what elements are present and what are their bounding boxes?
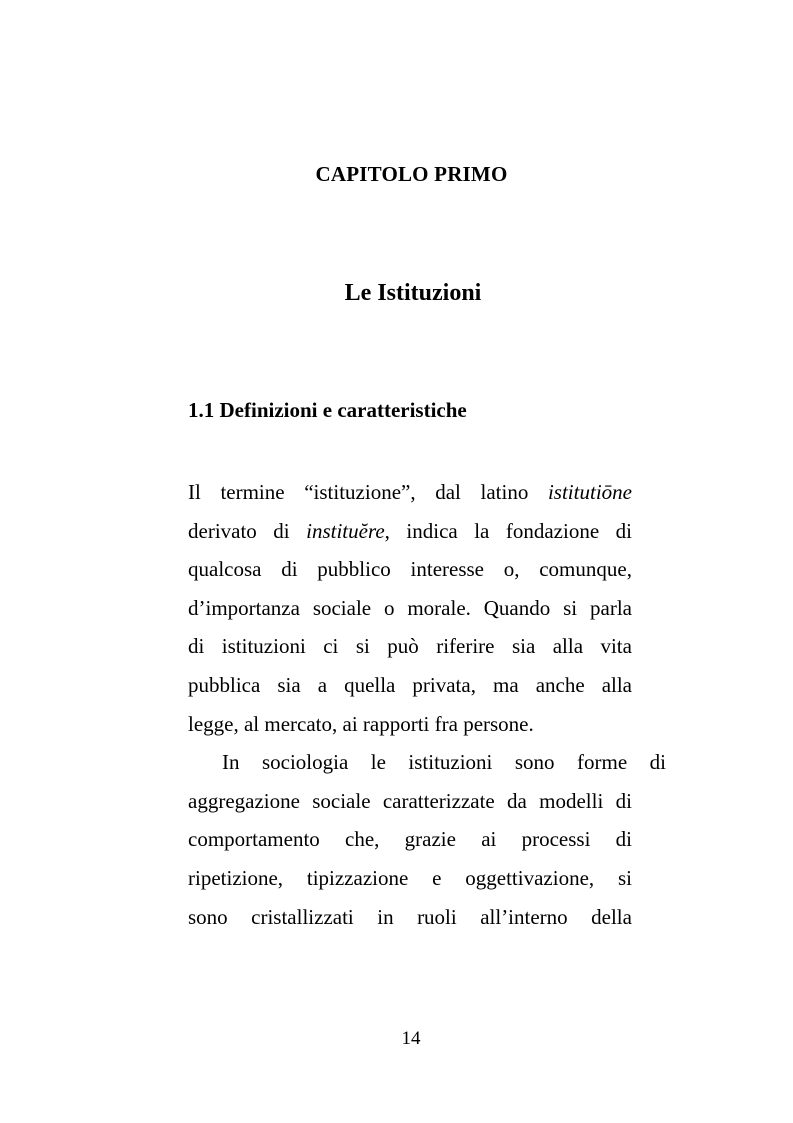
text-line: aggregazione sociale caratterizzate da modelli di [188, 788, 632, 813]
paragraph-2 [188, 743, 666, 936]
section-heading: 1.1 Definizioni e caratteristiche [188, 398, 467, 422]
text-line: comportamento che, grazie ai processi di [188, 827, 632, 852]
text-line: ripetizione, tipizzazione e oggettivazione, si [188, 865, 632, 890]
text-line: Il termine “istituzione”, dal latino istitutiōne [188, 480, 632, 504]
body-text [188, 473, 666, 936]
text-line: sono cristallizzati in ruoli all’interno della [188, 904, 632, 929]
text-line: legge, al mercato, ai rapporti fra persone. [188, 711, 534, 736]
chapter-label: CAPITOLO PRIMO [315, 162, 508, 186]
chapter-title: Le Istituzioni [344, 280, 482, 306]
text-line: pubblica sia a quella privata, ma anche alla [188, 672, 632, 697]
paragraph-1 [188, 473, 632, 743]
text-line: derivato di instituĕre, indica la fondazione di [188, 518, 632, 543]
text-line: di istituzioni ci si può riferire sia alla vita [188, 634, 632, 659]
text-line: In sociologia le istituzioni sono forme di [222, 750, 666, 775]
text-line: qualcosa di pubblico interesse o, comunque, [188, 557, 632, 582]
page-number: 14 [401, 1028, 421, 1049]
text-line: d’importanza sociale o morale. Quando si parla [188, 595, 632, 620]
